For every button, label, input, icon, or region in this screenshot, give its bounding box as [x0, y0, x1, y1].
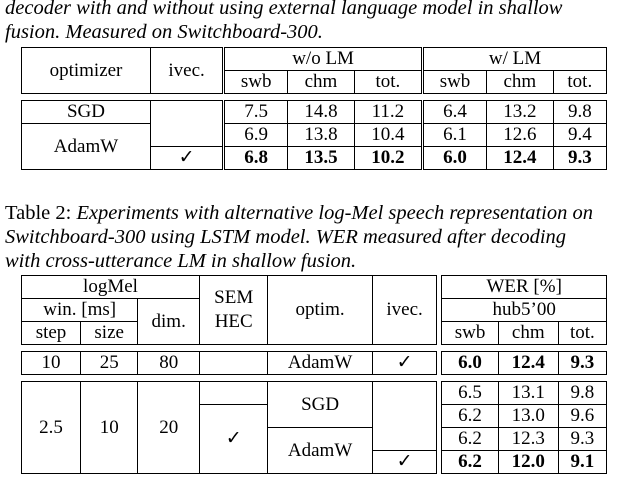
ivec-checkmark: ✓	[372, 451, 437, 474]
dim-cell: 20	[138, 382, 200, 474]
value-cell: 13.1	[498, 382, 558, 405]
table1-caption	[5, 0, 562, 20]
table2-caption	[5, 201, 593, 225]
header-swb: swb	[442, 322, 498, 345]
semhec-cell	[200, 382, 268, 405]
table2-caption-prefix: Table 2:	[5, 202, 77, 224]
value-cell: 6.0	[422, 147, 486, 170]
ivec-cell	[150, 101, 223, 147]
size-cell: 25	[80, 352, 137, 375]
header-chm: chm	[288, 71, 355, 94]
table2-caption-line2: Switchboard-300 using LSTM model. WER measured after decoding	[5, 226, 567, 248]
header-logmel: logMel	[22, 276, 200, 299]
value-cell: 12.4	[498, 352, 558, 375]
value-cell: 6.2	[442, 405, 498, 428]
header-dim: dim.	[138, 299, 200, 345]
optim-cell: AdamW	[268, 352, 372, 375]
value-cell: 9.8	[558, 382, 606, 405]
value-cell: 6.4	[422, 101, 486, 124]
value-cell: 13.8	[288, 124, 355, 147]
step-cell: 10	[22, 352, 81, 375]
value-cell: 9.6	[558, 405, 606, 428]
value-cell: 12.0	[498, 451, 558, 474]
value-cell: 9.1	[558, 451, 606, 474]
optim-cell: AdamW	[268, 428, 372, 474]
value-cell: 10.4	[354, 124, 422, 147]
table-row	[22, 124, 607, 147]
value-cell: 9.3	[558, 352, 606, 375]
value-cell: 6.2	[442, 428, 498, 451]
header-ivec: ivec.	[372, 276, 437, 345]
table1	[21, 47, 607, 170]
value-cell: 6.2	[442, 451, 498, 474]
header-swb: swb	[422, 71, 486, 94]
semhec-cell	[200, 352, 268, 375]
value-cell: 7.5	[224, 101, 288, 124]
table1-caption-line1: decoder with and without using external language model in shallow	[5, 0, 563, 19]
header-win: win. [ms]	[22, 299, 138, 322]
header-wo-lm: w/o LM	[224, 48, 423, 71]
value-cell: 9.3	[558, 428, 606, 451]
value-cell: 6.9	[224, 124, 288, 147]
value-cell: 6.1	[422, 124, 486, 147]
header-size: size	[80, 322, 137, 345]
optimizer-cell: AdamW	[22, 124, 151, 170]
value-cell: 13.5	[288, 147, 355, 170]
value-cell: 6.0	[442, 352, 498, 375]
table2-caption-line3: with cross-utterance LM in shallow fusion.	[5, 250, 357, 272]
header-semhec: SEM HEC	[200, 276, 268, 345]
table-row	[22, 382, 607, 405]
value-cell: 12.3	[498, 428, 558, 451]
header-swb: swb	[224, 71, 288, 94]
value-cell: 13.0	[498, 405, 558, 428]
ivec-cell	[372, 382, 437, 451]
header-step: step	[22, 322, 81, 345]
value-cell: 13.2	[487, 101, 554, 124]
semhec-checkmark: ✓	[200, 405, 268, 474]
table1-caption-line2: fusion. Measured on Switchboard-300.	[5, 21, 323, 43]
table-row	[22, 352, 607, 375]
header-tot: tot.	[558, 322, 606, 345]
size-cell: 10	[80, 382, 137, 474]
header-tot: tot.	[553, 71, 606, 94]
header-tot: tot.	[354, 71, 422, 94]
header-optimizer: optimizer	[22, 48, 151, 94]
value-cell: 9.3	[553, 147, 606, 170]
value-cell: 6.8	[224, 147, 288, 170]
header-hub: hub5’00	[442, 299, 607, 322]
header-w-lm: w/ LM	[422, 48, 606, 71]
step-cell: 2.5	[22, 382, 81, 474]
value-cell: 9.8	[553, 101, 606, 124]
value-cell: 10.2	[354, 147, 422, 170]
value-cell: 14.8	[288, 101, 355, 124]
table2	[21, 275, 607, 474]
value-cell: 6.5	[442, 382, 498, 405]
table2-caption-line1: Experiments with alternative log-Mel speech representation on	[76, 202, 593, 224]
value-cell: 12.6	[487, 124, 554, 147]
ivec-checkmark: ✓	[150, 147, 223, 170]
optimizer-cell: SGD	[22, 101, 151, 124]
header-ivec: ivec.	[150, 48, 223, 94]
ivec-checkmark: ✓	[372, 352, 437, 375]
value-cell: 12.4	[487, 147, 554, 170]
table-row	[22, 101, 607, 124]
optim-cell: SGD	[268, 382, 372, 428]
header-optim: optim.	[268, 276, 372, 345]
value-cell: 9.4	[553, 124, 606, 147]
header-wer: WER [%]	[442, 276, 607, 299]
header-chm: chm	[498, 322, 558, 345]
dim-cell: 80	[138, 352, 200, 375]
value-cell: 11.2	[354, 101, 422, 124]
header-chm: chm	[487, 71, 554, 94]
